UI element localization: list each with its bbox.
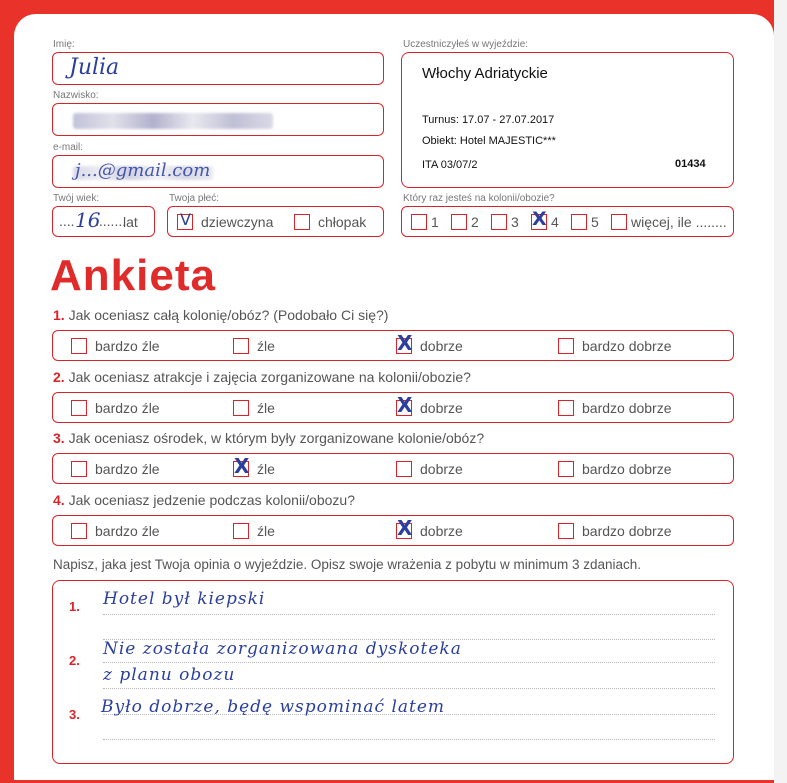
question-text: Jak oceniasz atrakcje i zajęcia zorganizowane na kolonii/obozie? [64,369,471,385]
rating-option-label: bardzo dobrze [582,523,672,539]
rating-checkbox[interactable] [558,400,574,416]
rating-checkbox[interactable] [71,461,87,477]
gender-option-girl: dziewczyna [201,214,274,230]
page-title: Ankieta [50,251,216,300]
trip-number: 01434 [675,158,706,170]
name-label: Imię: [53,39,75,50]
times-option-1: 1 [431,214,439,230]
times-option-5: 5 [591,214,599,230]
rating-checkbox[interactable] [396,461,412,477]
rating-checkbox[interactable] [558,338,574,354]
opinion-num-1: 1. [69,599,80,614]
opinion-box[interactable] [52,580,734,764]
question-4 [53,492,355,508]
times-check-mark: X [532,208,547,230]
age-dots-before: .... [59,213,75,229]
scan-edge [774,0,787,783]
age-field[interactable] [52,206,155,237]
rating-option-label: bardzo dobrze [582,338,672,354]
times-option-2: 2 [471,214,479,230]
question-1 [53,307,388,323]
opinion-num-3: 3. [69,707,80,722]
trip-name: Włochy Adriatyckie [422,65,548,82]
question-number: 4. [53,492,65,508]
question-number: 2. [53,369,65,385]
rating-checkbox[interactable] [558,461,574,477]
surname-field[interactable] [52,103,384,136]
opinion-num-2: 2. [69,653,80,668]
rating-option-label: bardzo źle [95,523,160,539]
age-value: 16 [75,208,101,232]
rating-option-label: dobrze [420,461,463,477]
times-field [401,206,734,237]
opinion-line [103,662,715,663]
email-label: e-mail: [53,142,84,153]
rating-option-label: bardzo źle [95,400,160,416]
question-text: Jak oceniasz jedzenie podczas kolonii/obozu? [64,492,355,508]
trip-code: ITA 03/07/2 [422,159,478,171]
surname-label: Nazwisko: [53,90,99,101]
rating-checkbox[interactable] [71,523,87,539]
opinion-answer-3: Było dobrze, będę wspominać latem [101,697,446,717]
opinion-line [103,739,715,740]
email-value: j...@gmail.com [75,160,211,181]
trip-box [401,52,734,188]
times-label: Który raz jesteś na kolonii/obozie? [403,193,555,204]
survey-sheet [14,14,774,780]
gender-check-mark: V [180,210,191,229]
trip-turnus: Turnus: 17.07 - 27.07.2017 [422,114,555,126]
age-label: Twój wiek: [53,193,100,204]
name-field[interactable] [52,52,384,85]
question-text: Jak oceniasz ośrodek, w którym były zorganizowane kolonie/obóz? [64,430,485,446]
question-number: 1. [53,307,65,323]
rating-option-label: bardzo źle [95,338,160,354]
rating-option-label: źle [257,523,275,539]
opinion-line [103,614,715,615]
rating-row-3 [52,453,734,484]
gender-field [167,206,384,237]
rating-check-mark: X [397,516,413,540]
times-checkbox-more[interactable] [611,214,627,230]
rating-check-mark: X [397,331,413,355]
rating-option-label: bardzo dobrze [582,400,672,416]
trip-obiekt: Obiekt: Hotel MAJESTIC*** [422,135,556,147]
rating-option-label: źle [257,338,275,354]
rating-row-2 [52,392,734,423]
rating-checkbox[interactable] [233,400,249,416]
rating-check-mark: X [234,454,250,478]
rating-option-label: bardzo dobrze [582,461,672,477]
surname-redacted [73,113,273,129]
times-checkbox-3[interactable] [491,214,507,230]
rating-checkbox[interactable] [558,523,574,539]
rating-checkbox[interactable] [71,400,87,416]
trip-label: Uczestniczyłeś w wyjeździe: [403,39,529,50]
times-option-3: 3 [511,214,519,230]
rating-option-label: dobrze [420,523,463,539]
age-dots-after: ........ [95,213,127,229]
opinion-answer-1: Hotel był kiepski [103,589,266,609]
opinion-answer-2: Nie została zorganizowana dyskoteka [103,639,462,659]
age-unit: lat [123,214,138,230]
times-checkbox-1[interactable] [411,214,427,230]
rating-option-label: źle [257,461,275,477]
times-checkbox-2[interactable] [451,214,467,230]
opinion-line [103,688,715,689]
question-text: Jak oceniasz całą kolonię/obóz? (Podobało Ci się?) [64,307,389,323]
rating-row-1 [52,330,734,361]
gender-option-boy: chłopak [318,214,367,230]
rating-check-mark: X [397,393,413,417]
rating-row-4 [52,515,734,546]
question-3 [53,430,484,446]
times-option-more: więcej, ile ........ [631,214,727,230]
question-2 [53,369,471,385]
gender-label: Twoja płeć: [169,193,220,204]
name-value: Julia [69,55,120,80]
times-option-4: 4 [551,214,559,230]
gender-checkbox-boy[interactable] [294,214,310,230]
times-checkbox-5[interactable] [571,214,587,230]
opinion-prompt: Napisz, jaka jest Twoja opinia o wyjeździe. Opisz swoje wrażenia z pobytu w minimum 3 zdaniach. [53,557,642,572]
rating-checkbox[interactable] [233,523,249,539]
rating-checkbox[interactable] [71,338,87,354]
question-number: 3. [53,430,65,446]
rating-checkbox[interactable] [233,338,249,354]
rating-option-label: dobrze [420,400,463,416]
opinion-answer-2b: z planu obozu [103,665,236,685]
rating-option-label: bardzo źle [95,461,160,477]
rating-option-label: dobrze [420,338,463,354]
email-field[interactable] [52,155,384,188]
rating-option-label: źle [257,400,275,416]
